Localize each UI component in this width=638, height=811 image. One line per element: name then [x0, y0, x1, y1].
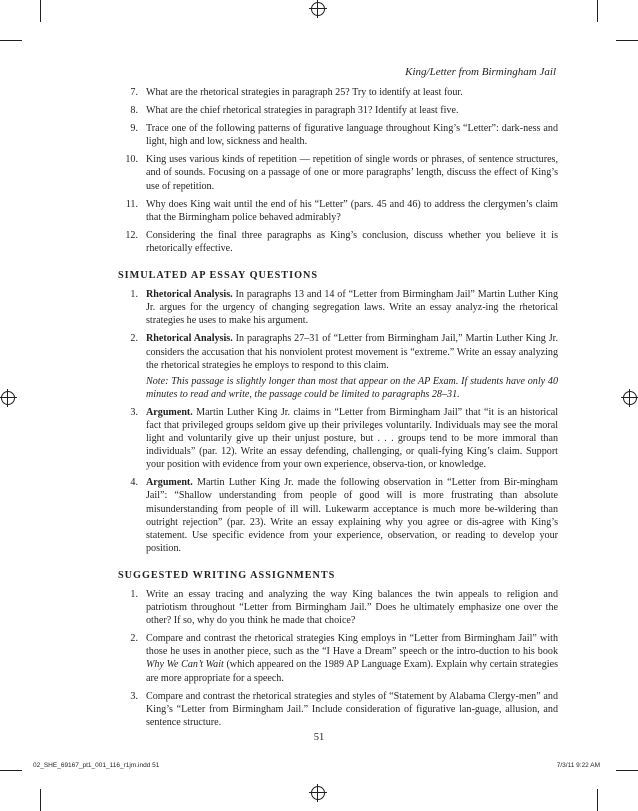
item-text: Martin Luther King Jr. claims in “Letter from Birmingham Jail” that “it is an historical fact that privileged groups seldom give up their privileges voluntarily. Individuals may see the moral light and voluntarily give up their unjust posture, but . . . groups tend to be more immoral than individuals” (par. 12). Write an essay defending, challenging, or quali-fying King’s claim. Support your position with evidence from your own experience, observa-tion, or knowledge. [146, 406, 558, 471]
book-title: Why We Can’t Wait [146, 659, 224, 671]
crop-mark [40, 789, 41, 811]
print-timestamp: 7/3/11 9:22 AM [556, 762, 600, 769]
item-number: 12. [125, 229, 138, 241]
item-number: 1. [130, 289, 138, 301]
page-content [118, 86, 558, 734]
list-item [118, 406, 558, 471]
crop-mark [40, 0, 41, 22]
list-item [118, 86, 558, 99]
item-lead: Argument. [146, 406, 193, 418]
print-slug: 02_SHE_69167_pt1_001_116_r1jm.indd 51 [33, 762, 160, 769]
item-number: 9. [130, 123, 138, 135]
list-item [118, 288, 558, 327]
item-text: In paragraphs 27–31 of “Letter from Birmingham Jail,” Martin Luther King Jr. considers the accusation that his nonviolent protest movement is “extreme.” Write an essay analyzing the rhetorical strategies he employs to respond to this claim. [146, 333, 558, 371]
item-lead: Argument. [146, 477, 193, 489]
registration-mark-icon [1, 391, 15, 405]
list-item [118, 153, 558, 192]
ap-questions-list [118, 288, 558, 555]
item-number: 7. [130, 87, 138, 98]
item-number: 11. [125, 198, 138, 210]
list-item [118, 588, 558, 627]
item-note: Note: This passage is slightly longer than most that appear on the AP Exam. If students have only 40 minutes to read and write, the passage could be limited to paragraphs 28–31. [146, 375, 558, 400]
section-heading: SIMULATED AP ESSAY QUESTIONS [118, 270, 319, 282]
item-number: 1. [130, 589, 138, 600]
page-number: 51 [313, 732, 325, 743]
list-item [118, 198, 558, 224]
crop-mark [0, 40, 22, 41]
item-number: 4. [130, 477, 138, 489]
running-header: King/Letter from Birmingham Jail [405, 66, 556, 78]
item-number: 2. [130, 633, 138, 645]
writing-assignments-list [118, 588, 558, 729]
item-number: 10. [125, 154, 138, 166]
item-text: Compare and contrast the rhetorical strategies and styles of “Statement by Alabama Clergy-men” and King’s “Letter from Birmingham Jail.” Include consideration of figurative lan-guage, allusion, and sentence structure. [146, 690, 558, 728]
list-item [118, 632, 558, 684]
registration-mark-icon [623, 391, 637, 405]
item-text: Considering the final three paragraphs as King’s conclusion, discuss whether you believe it is rhetorically effective. [146, 229, 558, 254]
registration-mark-icon [311, 786, 325, 800]
item-text: Trace one of the following patterns of figurative language throughout King’s “Letter”: dark-ness and light, high and low, sickness and health. [146, 123, 558, 148]
item-number: 3. [130, 406, 138, 418]
item-lead: Rhetorical Analysis. [146, 289, 233, 301]
item-text: (which appeared on the 1989 AP Language Exam). Explain why certain strategies are more appropriate for a speech. [146, 659, 558, 684]
item-text: Write an essay tracing and analyzing the way King balances the twin appeals to religion and patriotism throughout “Letter from Birmingham Jail.” Does he ultimately emphasize one over the other? If so, why do you think he made that choice? [146, 589, 558, 627]
item-lead: Rhetorical Analysis. [146, 333, 233, 345]
item-text: What are the chief rhetorical strategies in paragraph 31? Identify at least five. [146, 105, 459, 117]
item-text: King uses various kinds of repetition — repetition of single words or phrases, of sentence structures, and of sounds. Focusing on a passage of one or more paragraphs’ length, discuss the effect of King’s use of repetition. [146, 154, 558, 192]
crop-mark [597, 0, 598, 22]
crop-mark [0, 770, 22, 771]
list-item [118, 229, 558, 255]
item-text: Compare and contrast the rhetorical strategies King employs in “Letter from Birmingham Jail” with those he uses in another piece, such as the “I Have a Dream” speech or the intro-duction to his book [146, 633, 558, 658]
crop-mark [616, 40, 638, 41]
list-item [118, 332, 558, 400]
item-text: What are the rhetorical strategies in paragraph 25? Try to identify at least four. [146, 87, 463, 98]
list-item [118, 122, 558, 148]
item-number: 2. [130, 333, 138, 345]
list-item [118, 104, 558, 117]
crop-mark [616, 770, 638, 771]
item-number: 3. [130, 690, 138, 702]
item-number: 8. [130, 105, 138, 117]
section-heading: SUGGESTED WRITING ASSIGNMENTS [118, 569, 336, 581]
registration-mark-icon [311, 2, 325, 16]
questions-list [118, 86, 558, 255]
item-text: Why does King wait until the end of his “Letter” (pars. 45 and 46) to address the clergymen’s claim that the Birmingham police behaved admirably? [146, 198, 558, 223]
crop-mark [597, 789, 598, 811]
list-item [118, 476, 558, 555]
list-item [118, 690, 558, 729]
item-text: Martin Luther King Jr. made the following observation in “Letter from Bir-mingham Jail”: “Shallow understanding from people of good will is more frustrating than absolute misunderstanding from people of ill will. Lukewarm acceptance is much more be-wildering than outright rejection” (par. 23). Write an essay explaining why you agree or dis-agree with King’s statement. Use specific evidence from your experience, observation, or reading to develop your position. [146, 477, 558, 554]
item-text: In paragraphs 13 and 14 of “Letter from Birmingham Jail” Martin Luther King Jr. argues for the urgency of changing segregation laws. Write an essay analyz-ing the rhetorical strategies he uses to make his argument. [146, 289, 559, 327]
